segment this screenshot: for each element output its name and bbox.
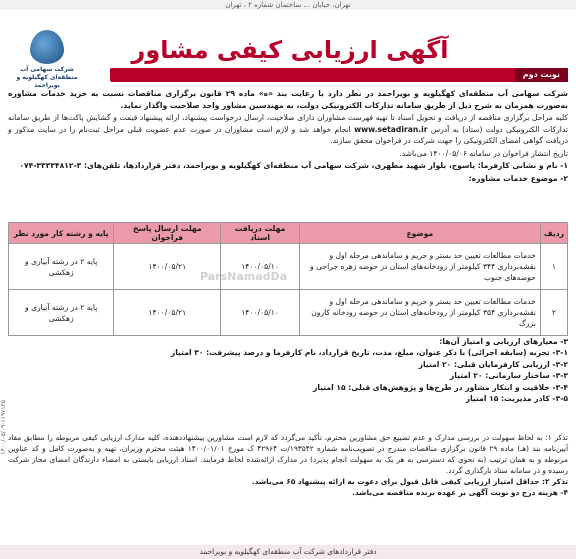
criteria-item: ۳-۵- کادر مدیریت: ۱۵ امتیاز: [465, 394, 568, 404]
note-1: تذکر ۱: به لحاظ سهولت در بررسی مدارک و عدم تضییع حق مشاورین محترم، تأکید می‌گردد که لازم است مشاورین پیشنهاددهنده، کلیه مدارک ارزیابی کیفی مربوطه را مطابق مفاد آیین‌نامه بند (هـ) ماده ۲۹ قانون برگزاری مناقصات مندرج در تصویب‌نامه شماره ۱۹۳۵۴۲/ت ۴۲۹۶۴ ک مورخ ۱۴۰۰/۰۱/۰۱ هیئت محترم وزیران، تهیه و به‌صورت کامل و کد عناوین مربوطه و به همان ترتیب (به نحوی که دسترسی به هر یک به سهولت انجام پذیرد) در مدارک ارائه‌شده لحاظ فرمایند. اسناد ارزیابی بایستی به امضاء دارندگان امضای مجاز شرکت رسیده و در سامانه ستاد بارگذاری گردد.: [8, 433, 569, 475]
row-response-deadline: ۱۴۰۰/۰۵/۲۱: [114, 244, 221, 290]
title-bar: [110, 68, 568, 82]
procedure-text-a: کلیه مراحل برگزاری مناقصه از دریافت و تحویل اسناد تا تهیه فهرست مشاوران دارای صلاحیت، ارسال درخواست پیشنهاد، ارائه پیشنهاد قیمت و گشایش پاکت‌ها از طریق سامانه تدارکات الکترونیکی دولت (ستاد) به آدرس: [8, 113, 568, 134]
round-badge: نوبت دوم: [515, 68, 568, 82]
company-logo: [10, 30, 84, 96]
col-grade: پایه و رشته کار مورد نظر: [9, 223, 114, 244]
criteria-heading: ۳- معیارهای ارزیابی و امتیاز آن‌ها:: [439, 337, 568, 346]
col-doc-deadline: مهلت دریافت اسناد: [221, 223, 300, 244]
footer-signature: دفتر قراردادهای شرکت آب منطقه‌ای کهگیلویه و بویراحمد: [0, 545, 576, 559]
row-index: ۱: [540, 244, 567, 290]
note-2: تذکر ۲: حداقل امتیاز ارزیابی کیفی قابل قبول برای دعوت به ارائه پیشنهاد ۶۵ می‌باشد.: [251, 477, 568, 486]
criteria-item: ۳-۲- ارزیابی کارفرمایان قبلی: ۲۰ امتیاز: [418, 359, 568, 369]
col-index: ردیف: [540, 223, 567, 244]
watermark: ParsNamadDa: [200, 270, 288, 283]
note-3: ۴- هزینه درج دو نوبت آگهی بر عهده برنده مناقصه می‌باشد.: [352, 488, 568, 497]
procedure-text-b: انجام خواهد شد و لازم است مشاوران در صورت عدم عضویت قبلی مراحل ثبت‌نام را در سایت مذکور و دریافت گواهی امضای الکترونیکی را جهت شرکت در فراخوان محقق سازند.: [8, 124, 568, 145]
row-index: ۲: [540, 290, 567, 336]
intro-paragraph: شرکت سهامی آب منطقه‌ای کهگیلویه و بویراحمد در نظر دارد با رعایت بند «ه» ماده ۲۹ قانون برگزاری مناقصات نسبت به خرید خدمات مشاوره به‌صورت همزمان به شرح ذیل از طریق سامانه تدارکات الکترونیکی دولت، به مهندسین مشاور واجد صلاحیت واگذار نماید.: [8, 89, 568, 110]
ad-title: آگهی ارزیابی کیفی مشاور: [131, 36, 449, 64]
row-response-deadline: ۱۴۰۰/۰۵/۲۱: [114, 290, 221, 336]
services-table: [8, 222, 568, 336]
row-subject: خدمات مطالعات تعیین حد بستر و حریم و ساماندهی مرحله اول و نقشه‌برداری ۳۴۴ کیلومتر از رودخانه‌های استان در حوضه زهره جراحی و حوضه‌های جنوب: [299, 244, 540, 290]
row-grade: پایه ۲ در رشته آبیاری و زهکشی: [9, 244, 114, 290]
notes-section: [8, 432, 568, 498]
criteria-item: ۳-۴- خلاقیت و ابتکار مشاور در طرح‌ها و پژوهش‌های قبلی: ۱۵ امتیاز: [312, 382, 568, 392]
table-row: [9, 290, 568, 336]
criteria-item: ۳-۱- تجربه (سابقه اجرائی) با ذکر عنوان، مبلغ، مدت، تاریخ قرارداد، نام کارفرما و درصد پیشرفت: ۳۰ امتیاز: [170, 348, 568, 358]
col-subject: موضوع: [299, 223, 540, 244]
publish-date: تاریخ انتشار فراخوان در سامانه ۱۴۰۰/۰۵/۰۶ می‌باشد.: [399, 148, 568, 158]
col-response-deadline: مهلت ارسال پاسخ فراخوان: [114, 223, 221, 244]
row-doc-deadline: ۱۴۰۰/۰۵/۱۰: [221, 290, 300, 336]
logo-caption: شرکت سهامی آب منطقه‌ای کهگیلویه و بویراحمد: [16, 66, 78, 89]
row-grade: پایه ۲ در رشته آبیاری و زهکشی: [9, 290, 114, 336]
table-header-row: [9, 223, 568, 244]
criteria-item: ۳-۳- ساختار سازمانی: ۲۰ امتیاز: [449, 371, 568, 381]
criteria-section: [8, 336, 568, 404]
services-heading: ۲- موضوع خدمات مشاوره:: [468, 173, 568, 183]
side-code: ۱۴۰۰/۰۵/۰۹-۱۱۹۷۱۳۵: [0, 400, 7, 455]
table-row: [9, 244, 568, 290]
top-strip: تهران، خیابان ... ساختمان شماره ۲ ، تهران: [0, 0, 576, 10]
setad-link[interactable]: www.setadiran.ir: [354, 124, 428, 134]
row-doc-deadline: ۱۴۰۰/۰۵/۱۰: [221, 244, 300, 290]
procedure-paragraph: [8, 112, 568, 147]
water-drop-icon: [30, 30, 64, 64]
ad-body: [8, 88, 568, 185]
row-subject: خدمات مطالعات تعیین حد بستر و حریم و ساماندهی مرحله اول و نقشه‌برداری ۳۵۴ کیلومتر از رودخانه‌های استان در حوضه رودخانه کارون بزرگ: [299, 290, 540, 336]
employer-info: ۱- نام و نشانی کارفرما: یاسوج، بلوار شهید مطهری، شرکت سهامی آب منطقه‌ای کهگیلویه و بویراحمد، دفتر قراردادها، تلفن‌های: ۳-۳۳۳۳۴۸۱۲-۰۷۴: [19, 161, 568, 170]
